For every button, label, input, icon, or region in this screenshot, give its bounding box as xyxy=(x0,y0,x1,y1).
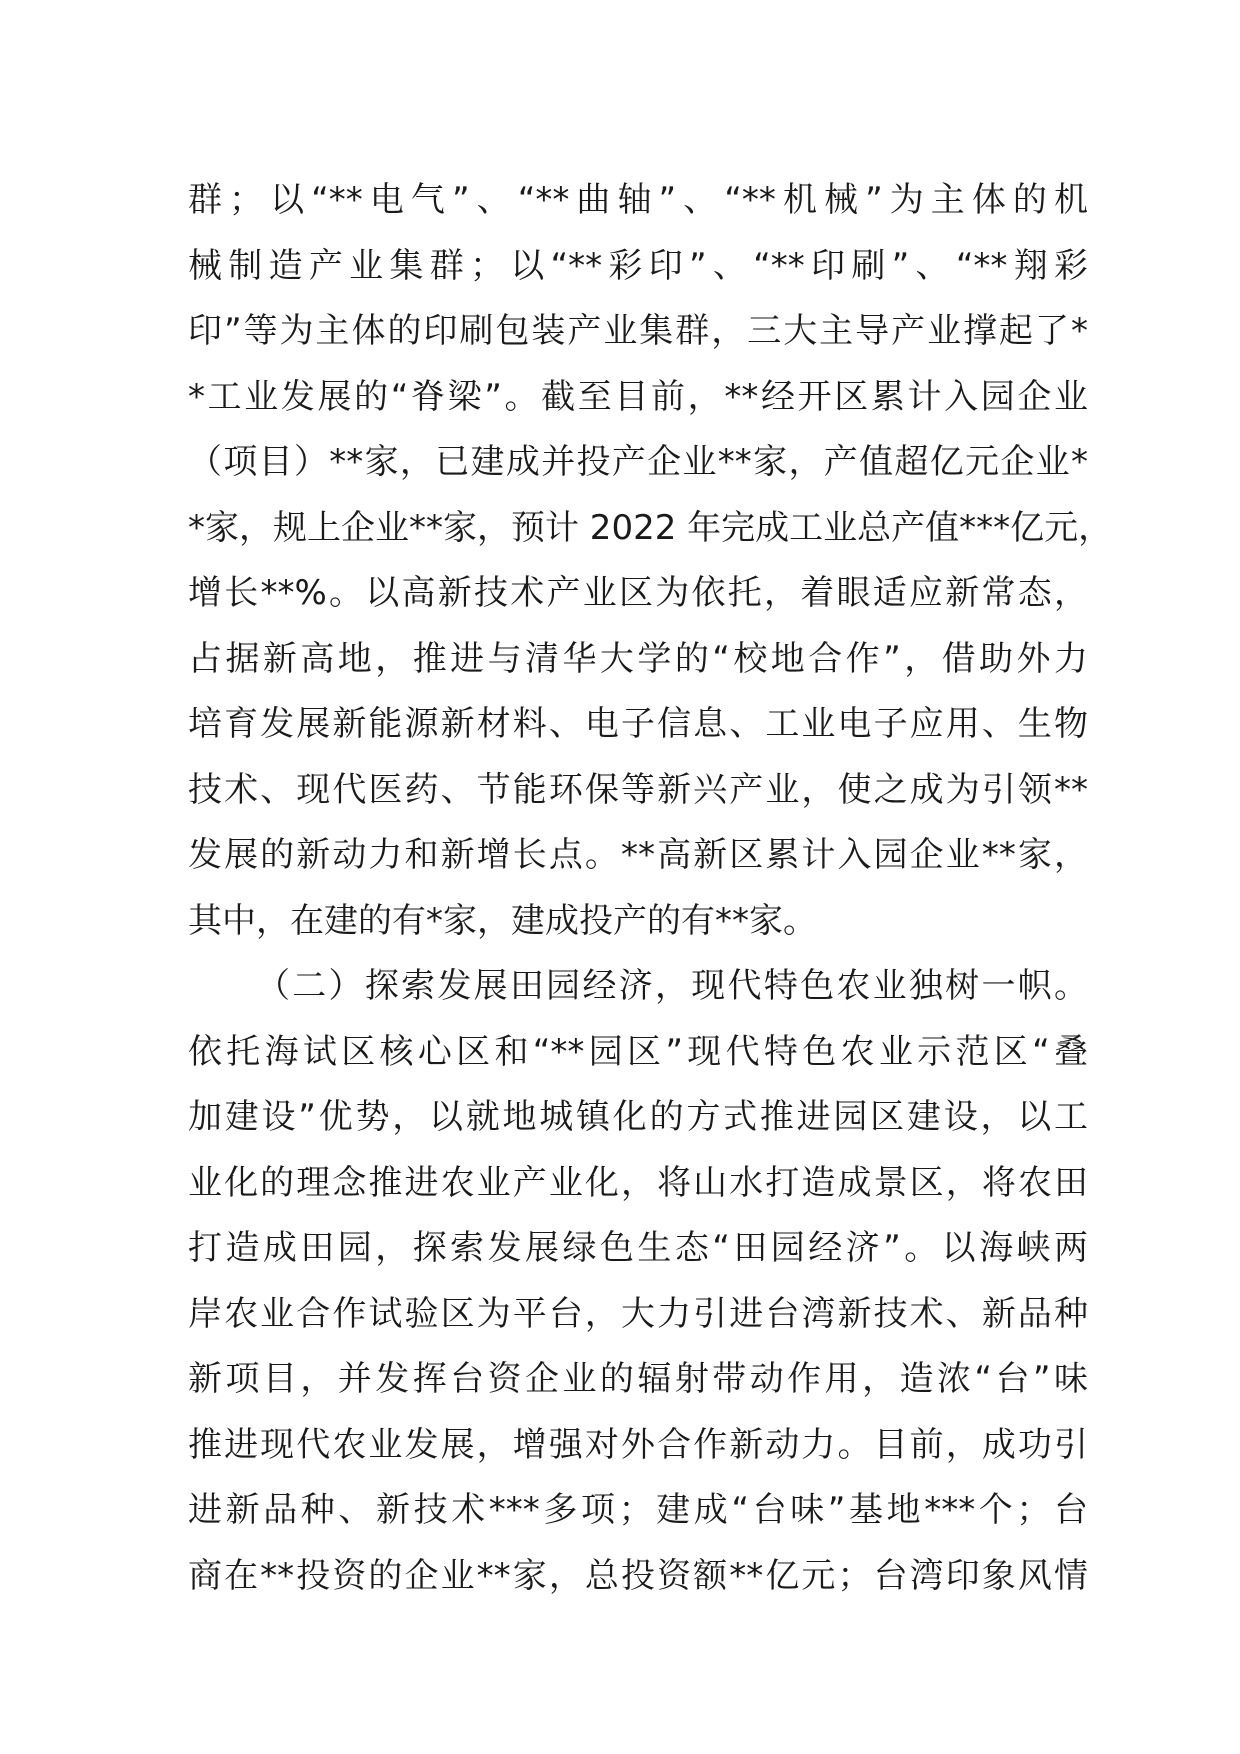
text-line: 增长**%。以高新技术产业区为依托，着眼适应新常态， xyxy=(188,573,1088,613)
text-line: 发展的新动力和新增长点。**高新区累计入园企业**家， xyxy=(188,835,1088,875)
body-text xyxy=(188,168,1113,1609)
text-line: 推进现代农业发展，增强对外合作新动力。目前，成功引 xyxy=(188,1424,1088,1465)
text-line: 占据新高地，推进与清华大学的“校地合作”，借助外力 xyxy=(188,638,1088,679)
text-line: *工业发展的“脊梁”。截至目前，**经开区累计入园企业 xyxy=(188,376,1088,417)
section-heading-line: （二）探索发展田园经济，现代特色农业独树一帜。 xyxy=(256,966,1088,1006)
text-line: 打造成田园，探索发展绿色生态“田园经济”。以海峡两 xyxy=(188,1228,1088,1268)
text-line: 印”等为主体的印刷包装产业集群，三大主导产业撑起了* xyxy=(188,311,1088,351)
text-line: 加建设”优势，以就地城镇化的方式推进园区建设，以工 xyxy=(188,1097,1088,1137)
text-line: 其中，在建的有*家，建成投产的有**家。 xyxy=(188,900,817,941)
text-line: 新项目，并发挥台资企业的辐射带动作用，造浓“台”味 xyxy=(188,1359,1088,1399)
text-line: 依托海试区核心区和“**园区”现代特色农业示范区“叠 xyxy=(188,1031,1088,1072)
text-line: 商在**投资的企业**家，总投资额**亿元；台湾印象风情 xyxy=(188,1555,1088,1596)
text-line: 进新品种、新技术***多项；建成“台味”基地***个；台 xyxy=(188,1490,1088,1530)
text-line: *家，规上企业**家，预计 2022 年完成工业总产值***亿元， xyxy=(188,507,1113,548)
text-line: 群；以“**电气”、“**曲轴”、“**机械”为主体的机 xyxy=(188,180,1088,220)
text-line: （项目）**家，已建成并投产企业**家，产值超亿元企业* xyxy=(188,442,1088,482)
text-line: 技术、现代医药、节能环保等新兴产业，使之成为引领** xyxy=(188,769,1088,810)
text-line: 岸农业合作试验区为平台，大力引进台湾新技术、新品种 xyxy=(188,1293,1088,1334)
text-line: 业化的理念推进农业产业化，将山水打造成景区，将农田 xyxy=(188,1162,1088,1203)
text-line: 培育发展新能源新材料、电子信息、工业电子应用、生物 xyxy=(188,704,1088,744)
text-line: 械制造产业集群；以“**彩印”、“**印刷”、“**翔彩 xyxy=(188,245,1088,286)
